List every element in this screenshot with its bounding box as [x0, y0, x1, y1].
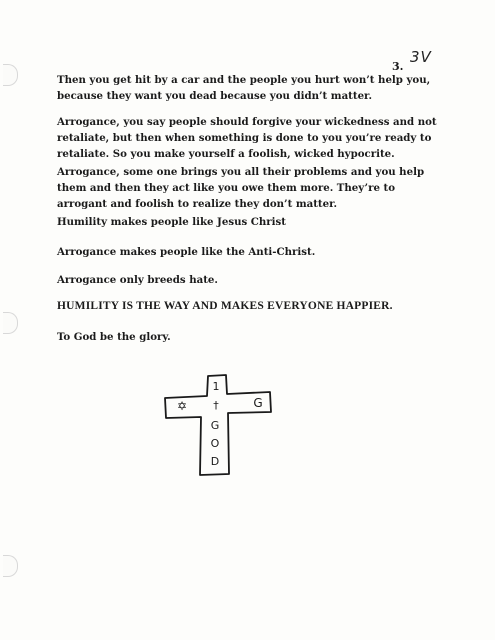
binder-hole	[3, 555, 18, 577]
star-of-david-icon: ✡	[176, 399, 188, 413]
cross-letter-g: G	[210, 419, 220, 432]
paragraph-hypocrite: Arrogance, you say people should forgive your wickedness and not retaliate, but then when something is done to you you’re ready to retaliate. So you make yourself a foolish, wicked hypocrite.	[57, 116, 437, 160]
closing-line: To God be the glory.	[57, 331, 171, 343]
handwritten-note: 3V	[410, 48, 432, 66]
cross-letter-d: D	[210, 455, 220, 468]
page-number: 3.	[392, 60, 404, 73]
paragraph-problems: Arrogance, some one brings you all their problems and you help them and then they act like you owe them more. They’re to arrogant and foolish to realize they don’t matter.	[57, 166, 425, 210]
paragraph-humility: Humility makes people like Jesus Christ	[57, 216, 286, 228]
binder-hole	[3, 312, 18, 334]
paragraph-car: Then you get hit by a car and the people you hurt won’t help you, because they want you dead because you didn’t matter.	[57, 74, 431, 102]
paragraph-hate: Arrogance only breeds hate.	[57, 274, 218, 286]
cross-drawing	[160, 370, 280, 485]
heading-humility: HUMILITY IS THE WAY AND MAKES EVERYONE HAPPIER.	[57, 300, 393, 312]
cross-letter-1: 1	[212, 380, 220, 393]
binder-hole	[3, 64, 18, 86]
cross-letter-g-right: G	[253, 396, 263, 410]
cross-symbol: †	[213, 399, 219, 412]
paragraph-antichrist: Arrogance makes people like the Anti-Christ.	[57, 246, 316, 258]
cross-letter-o: O	[210, 437, 220, 450]
